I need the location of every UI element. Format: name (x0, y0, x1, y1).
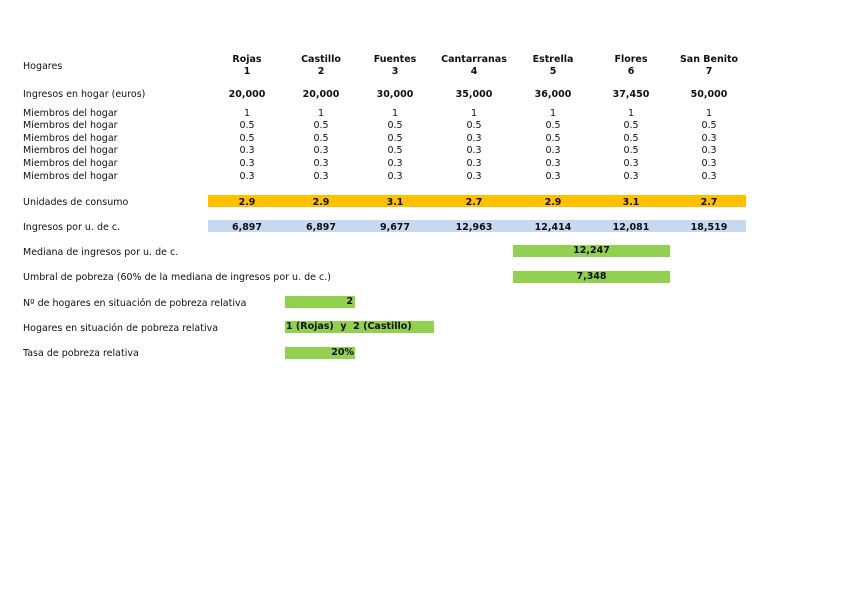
member-weight: 0.3 (466, 158, 482, 169)
consumption-units-value: 2.9 (544, 197, 562, 208)
household-number: 3 (391, 66, 399, 77)
median-value: 12,247 (573, 245, 610, 256)
household-name: Castillo (301, 54, 341, 65)
household-name: Estrella (532, 54, 574, 65)
member-weight: 0.3 (701, 145, 717, 156)
threshold-value: 7,348 (576, 271, 607, 282)
member-weight: 0.5 (387, 120, 403, 131)
member-weight: 0.5 (623, 145, 639, 156)
member-weight: 0.3 (313, 145, 329, 156)
member-weight: 0.3 (701, 133, 717, 144)
member-weight: 0.3 (313, 171, 329, 182)
poverty-rate-cell (285, 347, 355, 359)
member-weight: 0.3 (466, 171, 482, 182)
member-weight: 0.3 (466, 133, 482, 144)
median-cell (513, 245, 670, 257)
member-weight: 0.3 (239, 145, 255, 156)
poverty-rate-label: Tasa de pobreza relativa (23, 348, 139, 359)
member-weight: 0.5 (387, 145, 403, 156)
member-weight: 0.3 (239, 171, 255, 182)
consumption-units-value: 2.9 (238, 197, 256, 208)
household-number: 1 (243, 66, 251, 77)
member-weight: 1 (627, 108, 635, 119)
household-income: 37,450 (612, 89, 650, 100)
household-name: Flores (614, 54, 648, 65)
members-label-1: Miembros del hogar (23, 108, 118, 119)
member-weight: 1 (705, 108, 713, 119)
member-weight: 0.5 (239, 120, 255, 131)
member-weight: 0.3 (239, 158, 255, 169)
household-income: 30,000 (376, 89, 414, 100)
income-per-unit-value: 12,081 (612, 222, 650, 233)
members-label-2: Miembros del hogar (23, 120, 118, 131)
household-number: 7 (705, 66, 713, 77)
member-weight: 0.5 (239, 133, 255, 144)
income-per-unit-value: 6,897 (305, 222, 337, 233)
consumption-units-value: 2.7 (465, 197, 483, 208)
poverty-threshold-label: Umbral de pobreza (60% de la mediana de ingresos por u. de c.) (23, 272, 331, 283)
household-income: 36,000 (534, 89, 572, 100)
household-income: 35,000 (455, 89, 493, 100)
household-number: 2 (317, 66, 325, 77)
consumption-units-value: 3.1 (386, 197, 404, 208)
member-weight: 0.5 (466, 120, 482, 131)
household-name: Cantarranas (441, 54, 507, 65)
member-weight: 0.5 (387, 133, 403, 144)
income-per-unit-value: 18,519 (690, 222, 728, 233)
member-weight: 0.3 (545, 171, 561, 182)
member-weight: 0.3 (623, 158, 639, 169)
member-weight: 0.5 (545, 120, 561, 131)
household-number: 6 (627, 66, 635, 77)
poor-count-cell (285, 296, 355, 308)
member-weight: 0.3 (701, 171, 717, 182)
members-label-6: Miembros del hogar (23, 171, 118, 182)
poor-households-value: 1 (Rojas) y 2 (Castillo) (286, 321, 412, 332)
income-per-unit-value: 12,963 (455, 222, 493, 233)
household-name: Rojas (232, 54, 262, 65)
income-label: Ingresos en hogar (euros) (23, 89, 146, 100)
member-weight: 1 (243, 108, 251, 119)
consumption-units-value: 2.9 (312, 197, 330, 208)
member-weight: 0.5 (313, 133, 329, 144)
consumption-units-value: 2.7 (700, 197, 718, 208)
household-income: 20,000 (302, 89, 340, 100)
consumption-units-value: 3.1 (622, 197, 640, 208)
consumption-units-label: Unidades de consumo (23, 197, 129, 208)
member-weight: 0.3 (466, 145, 482, 156)
poor-households-label: Hogares en situación de pobreza relativa (23, 323, 219, 334)
member-weight: 0.5 (701, 120, 717, 131)
member-weight: 1 (470, 108, 478, 119)
member-weight: 1 (549, 108, 557, 119)
household-name: Fuentes (373, 54, 417, 65)
member-weight: 0.5 (623, 120, 639, 131)
member-weight: 0.5 (623, 133, 639, 144)
member-weight: 0.3 (545, 158, 561, 169)
member-weight: 0.5 (313, 120, 329, 131)
member-weight: 0.3 (701, 158, 717, 169)
members-label-3: Miembros del hogar (23, 133, 118, 144)
household-income: 50,000 (690, 89, 728, 100)
members-label-4: Miembros del hogar (23, 145, 118, 156)
member-weight: 0.3 (545, 145, 561, 156)
member-weight: 0.3 (387, 171, 403, 182)
member-weight: 1 (317, 108, 325, 119)
household-number: 5 (549, 66, 557, 77)
income-per-unit-value: 9,677 (379, 222, 411, 233)
member-weight: 0.5 (545, 133, 561, 144)
households-label: Hogares (23, 61, 63, 72)
income-per-unit-value: 6,897 (231, 222, 263, 233)
income-per-unit-value: 12,414 (534, 222, 572, 233)
household-number: 4 (470, 66, 478, 77)
income-per-unit-label: Ingresos por u. de c. (23, 222, 121, 233)
poor-households-cell (285, 321, 434, 333)
threshold-cell (513, 271, 670, 283)
member-weight: 0.3 (313, 158, 329, 169)
members-label-5: Miembros del hogar (23, 158, 118, 169)
poor-household-count-label: Nº de hogares en situación de pobreza relativa (23, 298, 247, 309)
median-label: Mediana de ingresos por u. de c. (23, 247, 179, 258)
household-income: 20,000 (228, 89, 266, 100)
member-weight: 0.3 (387, 158, 403, 169)
household-name: San Benito (679, 54, 739, 65)
member-weight: 1 (391, 108, 399, 119)
poverty-rate-value: 20% (331, 347, 354, 358)
member-weight: 0.3 (623, 171, 639, 182)
poor-count-value: 2 (346, 296, 353, 307)
